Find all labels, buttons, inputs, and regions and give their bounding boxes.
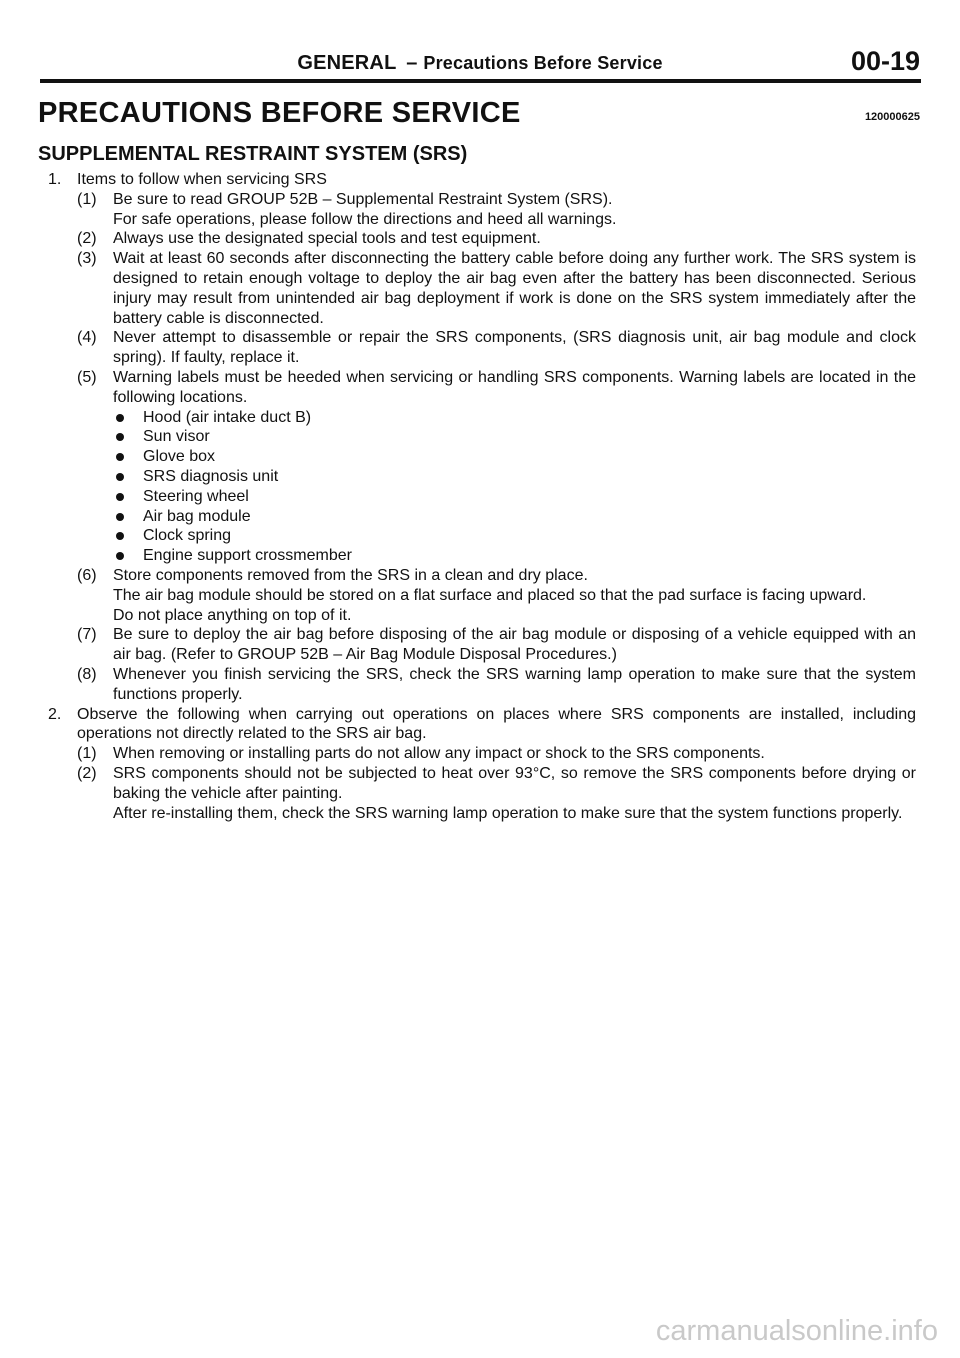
sub-item-label: (7) [77, 626, 97, 644]
running-header [40, 46, 920, 80]
bullet-icon [116, 433, 124, 441]
sub-item-text: Be sure to read GROUP 52B – Supplemental Restraint System (SRS). [113, 190, 613, 208]
sub-item-label: (5) [77, 368, 97, 386]
sub-item-1-6 [77, 566, 916, 625]
sub-item-text: SRS components should not be subjected to heat over 93°C, so remove the SRS components before drying or baking the vehicle after painting. [113, 764, 916, 802]
sub-item-text: Store components removed from the SRS in a clean and dry place. [113, 566, 588, 584]
sub-item-text: Be sure to deploy the air bag before disposing of the air bag module or disposing of a vehicle equipped with an air bag. (Refer to GROUP 52B – Air Bag Module Disposal Procedures.) [113, 626, 916, 664]
sub-item-1-1 [77, 190, 916, 230]
sub-item-2-2 [77, 764, 916, 823]
section-heading: SUPPLEMENTAL RESTRAINT SYSTEM (SRS) [38, 143, 468, 165]
sub-item-text: After re-installing them, check the SRS warning lamp operation to make sure that the system functions properly. [113, 804, 903, 822]
document-code: 120000625 [864, 111, 920, 123]
sub-item-label: (2) [77, 764, 97, 782]
sub-item-1-3 [77, 249, 916, 328]
header-section: GENERAL [297, 52, 397, 74]
bullet-icon [116, 532, 124, 540]
sub-item-label: (6) [77, 566, 97, 584]
bullet-text: Clock spring [143, 527, 232, 545]
sub-item-text: Do not place anything on top of it. [113, 606, 352, 624]
sub-item-1-4 [77, 328, 916, 368]
sub-item-text: Always use the designated special tools and test equipment. [113, 230, 541, 248]
warning-label-locations [113, 408, 916, 566]
bullet-item [113, 507, 916, 527]
sub-item-label: (3) [77, 250, 97, 268]
bullet-icon [116, 453, 124, 461]
watermark: carmanualsonline.info [655, 1315, 938, 1347]
sub-item-label: (8) [77, 665, 97, 683]
bullet-text: Steering wheel [143, 487, 249, 505]
sub-item-label: (4) [77, 329, 97, 347]
sub-item-text: For safe operations, please follow the directions and heed all warnings. [113, 210, 617, 228]
header-dash: – [406, 52, 418, 74]
sub-item-label: (2) [77, 230, 97, 248]
bullet-item [113, 447, 916, 467]
page-title: PRECAUTIONS BEFORE SERVICE [38, 97, 521, 129]
bullet-icon [116, 513, 124, 521]
bullet-icon [116, 473, 124, 481]
header-subtitle: Precautions Before Service [423, 53, 663, 73]
bullet-item [113, 427, 916, 447]
bullet-icon [116, 552, 124, 560]
bullet-text: Glove box [143, 448, 216, 466]
sub-item-1-7 [77, 625, 916, 665]
numbered-item-1 [38, 170, 916, 705]
item-text: Items to follow when servicing SRS [77, 171, 327, 188]
bullet-item [113, 408, 916, 428]
sub-item-text: Whenever you finish servicing the SRS, check the SRS warning lamp operation to make sure that the system functions properly. [113, 665, 916, 703]
sub-item-label: (1) [77, 190, 97, 208]
sub-item-1-2 [77, 229, 916, 249]
bullet-icon [116, 414, 124, 422]
bullet-item [113, 526, 916, 546]
sub-item-1-5 [77, 368, 916, 566]
bullet-text: Air bag module [143, 507, 251, 525]
sub-item-text: Wait at least 60 seconds after disconnecting the battery cable before doing any further work. The SRS system is designed to retain enough voltage to deploy the air bag even after the battery has been disconnected. Serious injury may result from unintended air bag deployment if work is done on the SRS system immediately after the battery cable is disconnected. [113, 250, 916, 327]
bullet-text: SRS diagnosis unit [143, 467, 279, 485]
bullet-item [113, 546, 916, 566]
body-content [38, 170, 916, 823]
bullet-icon [116, 493, 124, 501]
bullet-text: Sun visor [143, 428, 210, 446]
page-number: 00-19 [850, 46, 920, 76]
bullet-item [113, 487, 916, 507]
item-number: 1. [48, 171, 62, 188]
sub-item-text: Warning labels must be heeded when servicing or handling SRS components. Warning labels are located in the following locations. [113, 368, 916, 406]
sub-item-label: (1) [77, 745, 97, 763]
item-number: 2. [48, 705, 62, 723]
bullet-text: Engine support crossmember [143, 547, 352, 565]
header-title [40, 52, 920, 75]
numbered-item-2 [38, 705, 916, 824]
sub-item-text: The air bag module should be stored on a flat surface and placed so that the pad surface is facing upward. [113, 586, 867, 604]
sub-item-1-8 [77, 665, 916, 705]
bullet-text: Hood (air intake duct B) [143, 408, 312, 426]
header-rule [40, 79, 921, 83]
sub-item-text: Never attempt to disassemble or repair the SRS components, (SRS diagnosis unit, air bag module and clock spring). If faulty, replace it. [113, 329, 916, 367]
sub-item-2-1 [77, 744, 916, 764]
bullet-item [113, 467, 916, 487]
sub-item-text: When removing or installing parts do not allow any impact or shock to the SRS components. [113, 745, 765, 763]
item-text: Observe the following when carrying out operations on places where SRS components are installed, including operations not directly related to the SRS air bag. [77, 705, 916, 743]
